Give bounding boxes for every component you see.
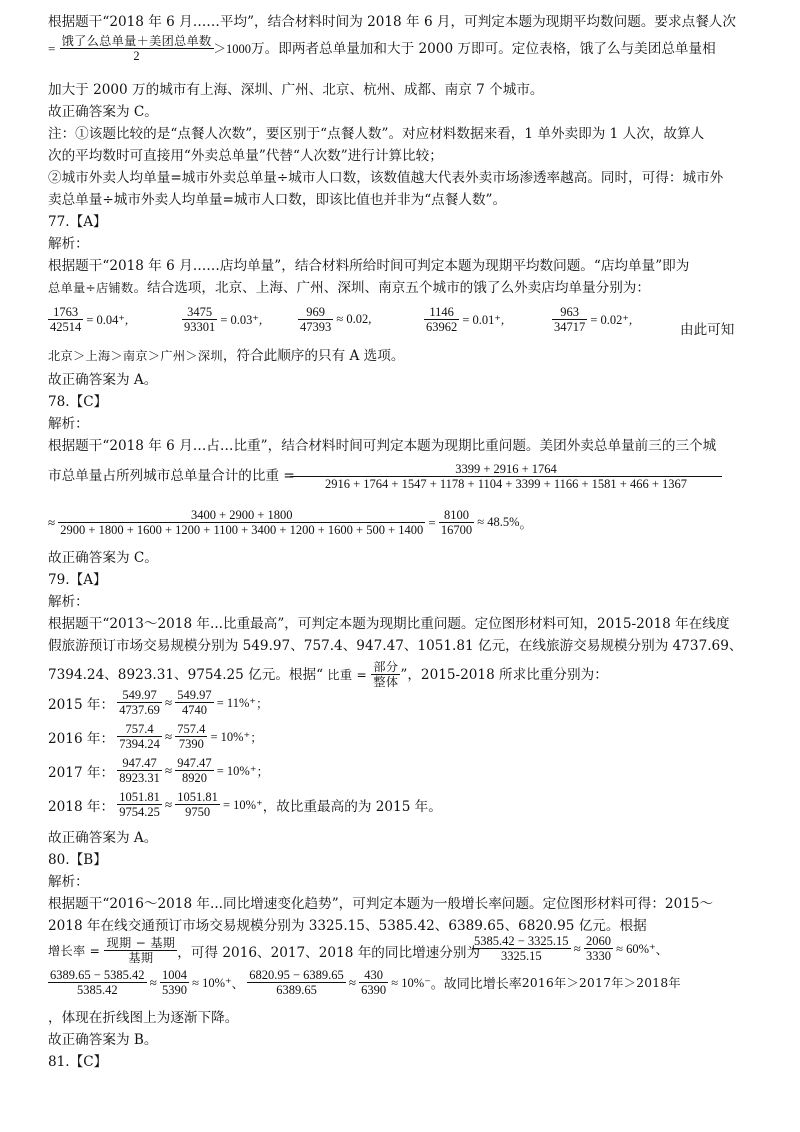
answer-line: 故正确答案为 A。	[48, 372, 158, 388]
analysis-label: 解析：	[48, 236, 89, 252]
paragraph-line: 根据题干“2018 年 6 月…占…比重”，结合材料时间可判定本题为现期比重问题。美团外卖总单量前三的三个城	[48, 438, 717, 454]
fraction: $\frac{\text{饿了么总单量＋美团总单数}}{2}$	[61, 34, 212, 64]
year-ratio-row: 2015 年： $\frac{549.97}{4737.69}$ ≈ $\frac{549.97}{4740}$ = 11%⁺；	[48, 688, 269, 718]
analysis-label: 解析：	[48, 874, 89, 890]
paragraph-line: 根据题干“2018 年 6 月……店均单量”，结合材料所给时间可判定本题为现期平均数问题。“店均单量”即为	[48, 258, 690, 274]
question-heading: 81.【C】	[48, 1054, 108, 1070]
answer-line: 故正确答案为 C。	[48, 104, 158, 120]
paragraph-line: 根据题干“2016～2018 年...同比增速变化趋势”，可判定本题为一般增长率问题。定位图形材料可得：2015～	[48, 896, 714, 912]
analysis-label: 解析：	[48, 416, 89, 432]
paragraph-line: 根据题干“2013～2018 年...比重最高”，可判定本题为现期比重问题。定位图形材料可知，2015-2018 年在线度	[48, 616, 730, 632]
fraction: 3399 + 2916 + 1764 2916 + 1764 + 1547 + 1178 + 1104 + 3399 + 1166 + 1581 + 466 + 1367	[290, 462, 722, 492]
note-line: 卖总单量÷城市外卖人均单量=城市人口数，即该比值也并非为“点餐人数”。	[48, 192, 507, 208]
analysis-label: 解析：	[48, 594, 89, 610]
fraction-group: $\frac{1146}{63962}$ = 0.01⁺,	[426, 305, 505, 335]
answer-line: 故正确答案为 B。	[48, 1032, 158, 1048]
answer-line: 故正确答案为 A。	[48, 830, 158, 846]
note-line: ②城市外卖人均单量=城市外卖总单量÷城市人口数，该数值越大代表外卖市场渗透率越高。同时，可得：城市外	[48, 170, 724, 186]
paragraph-line: 2018 年在线交通预订市场交易规模分别为 3325.15、5385.42、6389.65、6820.95 亿元。根据	[48, 918, 647, 934]
paragraph-line: 加大于 2000 万的城市有上海、深圳、广州、北京、杭州、成都、南京 7 个城市。	[48, 82, 544, 98]
question-heading: 78.【C】	[48, 394, 108, 410]
paragraph-tail: 由此可知	[680, 322, 735, 338]
note-line: 注：①该题比较的是“点餐人次数”，要区别于“点餐人数”。对应材料数据来看，1 单外卖即为 1 人次，故算人	[48, 126, 705, 142]
answer-line: 故正确答案为 C。	[48, 550, 158, 566]
year-ratio-row: 2017 年： $\frac{947.47}{8923.31}$ ≈ $\frac{947.47}{8920}$ = 10%⁺；	[48, 756, 269, 786]
formula-line: 增长率 = $\frac{\text{现期 − 基期}}{\text{基期}}$ ，可得 2016、2017、2018 年的同比增速分别为	[48, 936, 481, 966]
paragraph-line: ，体现在折线图上为逐渐下降。	[48, 1010, 239, 1026]
question-heading: 79.【A】	[48, 572, 107, 588]
year-ratio-row: 2018 年： $\frac{1051.81}{9754.25}$ ≈ $\frac{1051.81}{9750}$ = 10%⁺，故比重最高的为 2015 年。	[48, 790, 442, 820]
year-ratio-row: 2016 年： $\frac{757.4}{7394.24}$ ≈ $\frac{757.4}{7390}$ = 10%⁺；	[48, 722, 263, 752]
formula-line: = $\frac{\text{饿了么总单量＋美团总单数}}{2}$ ＞1000万。即两者总单量加和大于 2000 万即可。定位表格，饿了么与美团总单量相	[48, 34, 716, 64]
formula-line: ≈ 3400 + 2900 + 1800 2900 + 1800 + 1600 + 1200 + 1100 + 3400 + 1200 + 1600 + 500 + 1400 = $\frac{8100}{16700}$ ≈ 48.5%。	[48, 508, 533, 538]
paragraph-line: 7394.24、8923.31、9754.25 亿元。根据“ 比重 = $\frac{\text{部分}}{\text{整体}}$ ”，2015-2018 所求比重分别为：	[48, 660, 608, 690]
paragraph-line: 假旅游预订市场交易规模分别为 549.97、757.4、947.47、1051.81 亿元，在线旅游交易规模分别为 4737.69、	[48, 638, 743, 654]
fraction-group: $\frac{3475}{93301}$ = 0.03⁺,	[184, 305, 263, 335]
paragraph-line: 总单量÷店铺数。结合选项，北京、上海、广州、深圳、南京五个城市的饿了么外卖店均单量分别为：	[48, 280, 650, 296]
note-line: 次的平均数时可直接用“外卖总单量”代替“人次数”进行计算比较；	[48, 148, 443, 164]
question-heading: 77.【A】	[48, 214, 107, 230]
fraction-group: $\frac{1763}{42514}$ = 0.04⁺,	[50, 305, 129, 335]
paragraph-line: 市总单量占所列城市总单量合计的比重 =	[48, 468, 295, 484]
paragraph-line: 北京＞上海＞南京＞广州＞深圳，符合此顺序的只有 A 选项。	[48, 348, 405, 364]
growth-rate-2017-2018: $\frac{6389.65 - 5385.42}{5385.42}$ ≈ $\frac{1004}{5390}$ ≈ 10%⁺、 $\frac{6820.95 - 6389.65}{6389.65}$ ≈ $\frac{430}{6390}$ ≈ 10%⁻。故同比增长率2016年＞2017年＞2018年	[50, 968, 681, 998]
fraction-group: $\frac{969}{47393}$ ≈ 0.02,	[300, 305, 372, 335]
fraction-group: $\frac{963}{34717}$ = 0.02⁺,	[554, 305, 633, 335]
paragraph-line: 根据题干“2018 年 6 月……平均”，结合材料时间为 2018 年 6 月，可判定本题为现期平均数问题。要求点餐人次	[48, 14, 736, 30]
question-heading: 80.【B】	[48, 852, 107, 868]
growth-rate-2016: $\frac{5385.42 - 3325.15}{3325.15}$ ≈ $\frac{2060}{3330}$ ≈ 60%⁺、	[474, 934, 669, 964]
